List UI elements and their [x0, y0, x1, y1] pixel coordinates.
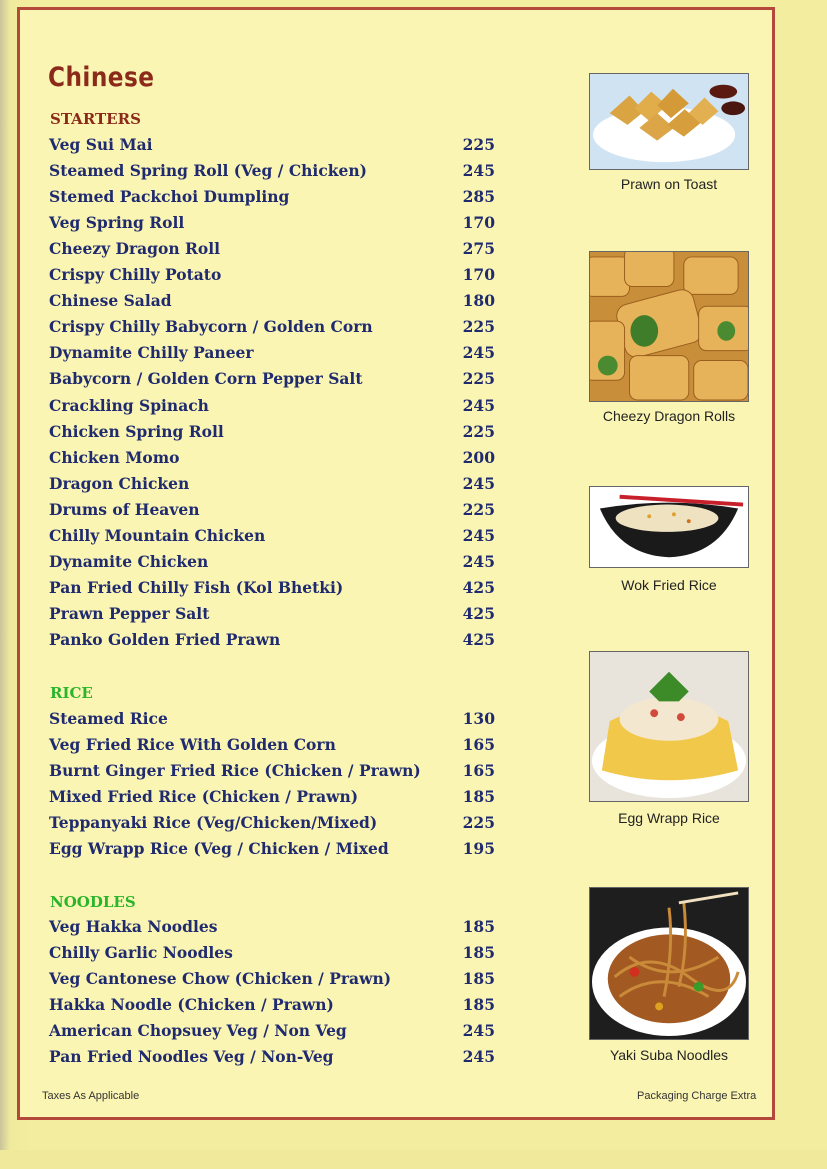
menu-item — [49, 341, 495, 365]
menu-item-name: Steamed Spring Roll (Veg / Chicken) — [49, 160, 367, 180]
menu-item-name: Burnt Ginger Fried Rice (Chicken / Prawn) — [49, 760, 421, 780]
menu-item — [49, 966, 495, 990]
starters-heading: STARTERS — [50, 110, 141, 128]
menu-item-price: 225 — [462, 499, 495, 519]
noodles-photo — [589, 887, 749, 1040]
photo-caption-4: Egg Wrapp Rice — [618, 810, 720, 826]
menu-item — [49, 471, 495, 495]
menu-item-name: Chinese Salad — [49, 291, 172, 311]
menu-item-name: Panko Golden Fried Prawn — [49, 630, 281, 650]
menu-item-price: 245 — [462, 343, 495, 363]
menu-item — [49, 758, 495, 782]
menu-item — [49, 1045, 495, 1069]
menu-item-name: Cheezy Dragon Roll — [49, 238, 221, 258]
menu-item-price: 225 — [462, 134, 495, 154]
menu-item-price: 225 — [462, 317, 495, 337]
menu-item-name: Veg Fried Rice With Golden Corn — [49, 734, 336, 754]
menu-item — [49, 367, 495, 391]
menu-item — [49, 445, 495, 469]
menu-item-price: 165 — [462, 760, 495, 780]
menu-item-name: Dragon Chicken — [49, 473, 190, 493]
menu-item-price: 185 — [462, 968, 495, 988]
dragon-rolls-photo — [589, 251, 749, 402]
egg-wrapp-rice-photo — [589, 651, 749, 802]
menu-item-price: 225 — [462, 421, 495, 441]
menu-item-name: Pan Fried Chilly Fish (Kol Bhetki) — [49, 578, 344, 598]
menu-item — [49, 315, 495, 339]
photo-caption-1: Prawn on Toast — [620, 176, 718, 192]
menu-item-name: Chilly Garlic Noodles — [49, 942, 233, 962]
menu-item — [49, 602, 495, 626]
menu-item-price: 195 — [462, 839, 495, 858]
menu-item-price: 185 — [462, 786, 495, 806]
prawn-toast-photo — [589, 73, 749, 170]
menu-item-price: 245 — [462, 552, 495, 572]
taxes-note: Taxes As Applicable — [42, 1090, 140, 1102]
menu-item-name: Pan Fried Noodles Veg / Non-Veg — [49, 1047, 334, 1066]
menu-item — [49, 914, 495, 938]
menu-item-price: 130 — [462, 708, 495, 728]
photo-caption-2: Cheezy Dragon Rolls — [602, 408, 736, 424]
menu-item-name: Veg Spring Roll — [49, 212, 185, 232]
menu-item-name: Drums of Heaven — [49, 499, 200, 519]
menu-item-price: 180 — [462, 291, 495, 311]
menu-item-name: Dynamite Chicken — [49, 552, 209, 572]
menu-item — [49, 524, 495, 548]
menu-item — [49, 706, 495, 730]
menu-item-name: Teppanyaki Rice (Veg/Chicken/Mixed) — [49, 812, 378, 832]
packaging-note: Packaging Charge Extra — [637, 1090, 757, 1102]
menu-item-price: 245 — [462, 395, 495, 415]
menu-item-name: Chilly Mountain Chicken — [49, 526, 266, 545]
menu-item-name: Babycorn / Golden Corn Pepper Salt — [49, 369, 363, 389]
menu-item-name: Hakka Noodle (Chicken / Prawn) — [49, 994, 334, 1014]
menu-item-name: Stemed Packchoi Dumpling — [49, 186, 290, 206]
menu-item-name: Veg Hakka Noodles — [49, 916, 218, 936]
menu-item-name: Mixed Fried Rice (Chicken / Prawn) — [49, 786, 359, 806]
menu-item — [49, 393, 495, 417]
menu-item — [49, 732, 495, 756]
menu-item — [49, 289, 495, 313]
menu-item-price: 170 — [462, 212, 495, 232]
menu-item — [49, 992, 495, 1016]
noodles-heading: NOODLES — [50, 893, 136, 911]
menu-item — [49, 236, 495, 260]
menu-item-name: Egg Wrapp Rice (Veg / Chicken / Mixed — [49, 839, 389, 858]
menu-item-price: 185 — [462, 994, 495, 1014]
menu-item-price: 245 — [462, 1047, 495, 1066]
menu-item-name: Crispy Chilly Potato — [49, 265, 222, 284]
menu-item — [49, 810, 495, 834]
menu-item — [49, 784, 495, 808]
fried-rice-photo — [589, 486, 749, 568]
menu-item-name: Veg Cantonese Chow (Chicken / Prawn) — [49, 968, 392, 988]
menu-item-price: 245 — [462, 473, 495, 493]
menu-item — [49, 210, 495, 234]
photo-caption-3: Wok Fried Rice — [621, 577, 717, 593]
menu-item — [49, 550, 495, 574]
page-title: Chinese — [48, 62, 155, 93]
menu-item-price: 225 — [462, 369, 495, 389]
menu-item — [49, 1018, 495, 1042]
menu-item-name: Prawn Pepper Salt — [49, 604, 210, 624]
menu-item-name: Veg Sui Mai — [49, 134, 153, 154]
photo-caption-5: Yaki Suba Noodles — [609, 1047, 729, 1063]
page-bottom-edge — [0, 1150, 827, 1169]
menu-item — [49, 419, 495, 443]
menu-item — [49, 263, 495, 287]
menu-item-price: 225 — [462, 812, 495, 832]
menu-item-price: 245 — [462, 160, 495, 180]
menu-item-name: Dynamite Chilly Paneer — [49, 343, 254, 363]
menu-item-price: 245 — [462, 526, 495, 545]
menu-item — [49, 132, 495, 156]
menu-item-price: 245 — [462, 1020, 495, 1040]
menu-item — [49, 837, 495, 861]
menu-item-price: 285 — [462, 186, 495, 206]
menu-item-price: 170 — [462, 265, 495, 284]
menu-item — [49, 576, 495, 600]
menu-item-name: Chicken Spring Roll — [49, 421, 224, 441]
menu-item — [49, 940, 495, 964]
menu-item-price: 425 — [462, 578, 495, 598]
menu-item-price: 275 — [462, 238, 495, 258]
menu-item — [49, 628, 495, 652]
rice-heading: RICE — [50, 684, 93, 702]
menu-item-price: 185 — [462, 916, 495, 936]
menu-item-name: Crackling Spinach — [49, 395, 209, 415]
menu-item-name: American Chopsuey Veg / Non Veg — [49, 1020, 347, 1040]
menu-item-name: Steamed Rice — [49, 708, 168, 728]
menu-item-name: Chicken Momo — [49, 447, 180, 467]
menu-item-price: 185 — [462, 942, 495, 962]
menu-item — [49, 158, 495, 182]
menu-item-name: Crispy Chilly Babycorn / Golden Corn — [49, 317, 373, 337]
menu-item-price: 200 — [462, 447, 495, 467]
menu-item-price: 425 — [462, 604, 495, 624]
menu-item — [49, 497, 495, 521]
menu-item — [49, 184, 495, 208]
menu-item-price: 165 — [462, 734, 495, 754]
menu-item-price: 425 — [462, 630, 495, 650]
